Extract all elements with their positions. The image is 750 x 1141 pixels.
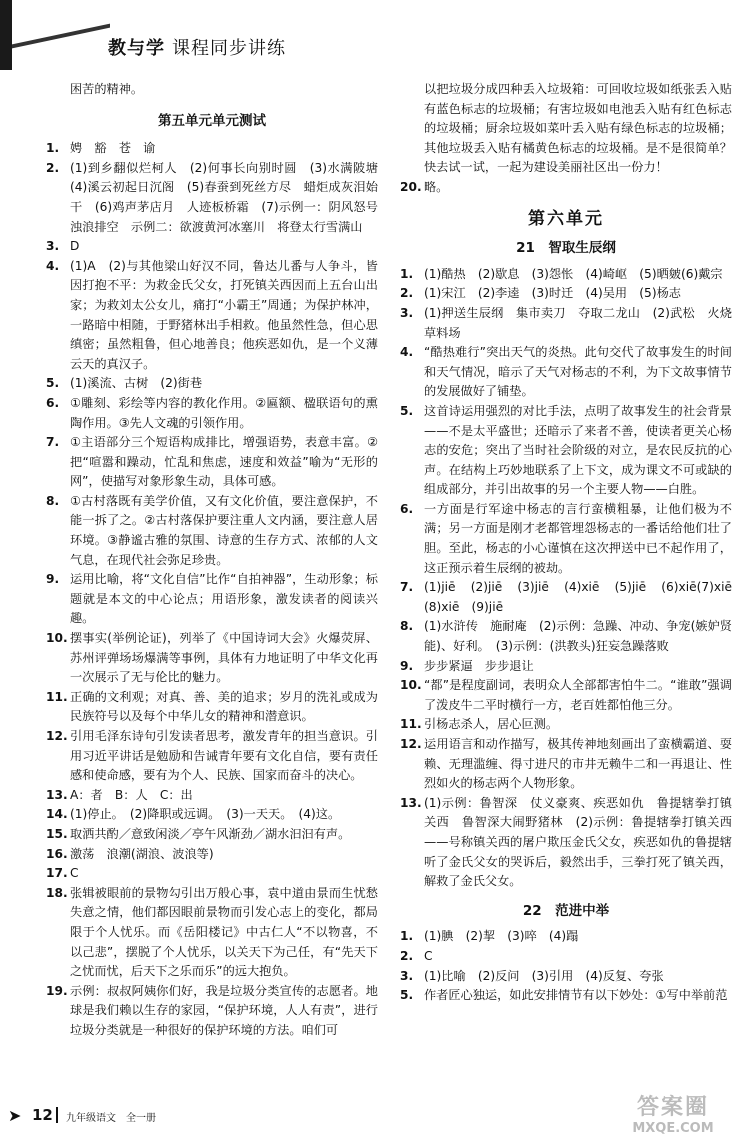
answer-item [46, 139, 378, 159]
answer-number: 2. [400, 948, 414, 963]
answer-item [400, 967, 732, 987]
arrow-icon: ➤ [8, 1106, 22, 1125]
answer-number: 12. [400, 737, 422, 751]
answer-text: “酷热难行”突出天气的炎热。此句交代了故事发生的时间和天气情况，暗示了天气对杨志的不利，为下文故事情节的发展做好了铺垫。 [424, 345, 732, 399]
answer-item [46, 688, 378, 727]
page-header [0, 0, 750, 70]
answer-number: 19. [46, 983, 68, 998]
right-column [400, 80, 745, 1006]
answer-item [400, 284, 732, 304]
answer-number: 8. [46, 493, 60, 508]
answer-text: 娉 豁 苍 谕 [70, 141, 156, 156]
watermark-logo [610, 1090, 736, 1136]
page-number: 12 [32, 1106, 53, 1124]
answer-item [46, 805, 378, 825]
answer-item [400, 343, 732, 402]
answer-number: 15. [46, 826, 68, 841]
answer-number: 18. [46, 885, 68, 900]
answer-number: 16. [46, 846, 68, 861]
answer-number: 1. [46, 141, 60, 156]
answer-number: 7. [46, 435, 60, 450]
answer-number: 11. [46, 689, 68, 704]
answer-number: 6. [46, 395, 60, 410]
answer-item [46, 727, 378, 786]
answer-text: ①古村落既有美学价值，又有文化价值，要注意保护，不能一拆了之。②古村落保护要注重人文内涵，要注意人居环境。③静谧古雅的氛围、诗意的生存方式、浓郁的人文气息，在现代社会弥足珍贵。 [70, 493, 378, 567]
answer-item [400, 676, 732, 715]
answer-text: 这首诗运用强烈的对比手法，点明了故事发生的社会背景——不是太平盛世；还暗示了来者不善，使读者更关心杨志的安危；突出了当时社会阶级的对立，是农民反抗的心声。在结构上巧妙地联系了上下文，成为课文不可或缺的组成部分，并引出故事的另一个主要人物——白胜。 [424, 403, 732, 497]
answer-text: 略。 [424, 179, 449, 194]
answer-text: (1)到乡翻似烂柯人 (2)何事长向别时圆 (3)水满陂塘 (4)溪云初起日沉阁 (5)春蚕到死丝方尽 蜡炬成灰泪始干 (6)鸡声茅店月 人迹板桥霜 (7)示例一：阴风怒号 浊浪排空 示例二：欲渡黄河冰塞川 将登太行雪满山 [70, 160, 391, 234]
answer-item [400, 986, 732, 1006]
header-logo: 教与学 [108, 38, 165, 59]
header-series-title: 课程同步讲练 [172, 38, 286, 59]
answer-number: 1. [400, 929, 414, 944]
answer-text: (1)示例：鲁智深 仗义豪爽、疾恶如仇 鲁提辖拳打镇关西 鲁智深大闹野猪林 (2)示例：鲁提辖拳打镇关西——号称镇关西的屠户欺压金氏父女，疾恶如仇的鲁提辖听了金氏父女的哭诉后，毅然出手，三拳打死了镇关西，解救了金氏父女。 [424, 795, 732, 889]
book-title: 九年级语文 全一册 [66, 1113, 156, 1124]
answer-item [46, 786, 378, 806]
answer-text: 摆事实(举例论证)，列举了《中国诗词大会》火爆荧屏、苏州评弹场场爆满等事例，具体有力地证明了中华文化再一次展示了无与伦比的魅力。 [70, 631, 378, 685]
answer-text: (1)A (2)与其他梁山好汉不同，鲁达儿番与人争斗，皆因打抱不平：为救金氏父女，打死镇关西因而上五台山出家；为救刘太公女儿，痛打“小霸王”周通；为保护林冲，一路暗中相随，于野猪林出手相救。他虽然性急，但心思缜密；虽然粗鲁，但心地善良；他疾恶如仇，是一个义薄云天的真汉子。 [70, 258, 378, 371]
answer-number: 11. [400, 717, 422, 732]
answer-text: D [70, 239, 80, 254]
answer-item [46, 570, 378, 629]
answer-text: 激荡 浪潮(湖浪、波浪等) [70, 846, 214, 861]
unit6-title: 第六单元 [528, 208, 604, 229]
answer-text: C [70, 866, 79, 881]
answer-item [46, 159, 391, 237]
answer-number: 5. [46, 376, 60, 391]
answer-text: (1)溪流、古树 (2)街巷 [70, 376, 203, 391]
answer-number: 12. [46, 729, 68, 743]
answer-number: 3. [46, 239, 60, 254]
answer-number: 8. [400, 619, 414, 634]
answer-text: 引杨志杀人，居心叵测。 [424, 717, 559, 732]
answer-text: 正确的文利观；对真、善、美的追求；岁月的洗礼或成为民族符号以及每个中华儿女的精神和潜意识。 [70, 689, 378, 724]
answer-item [400, 304, 732, 343]
answer-text: (1)停止。 (2)降职或远调。 (3)一天天。 (4)这。 [70, 807, 341, 822]
answer-number: 5. [400, 403, 414, 418]
unit5-answer-list [46, 139, 391, 1040]
answer-item [400, 265, 732, 285]
answer-item [46, 394, 378, 433]
answer-item [46, 374, 378, 394]
answer-number: 13. [400, 795, 422, 810]
answer-text: (1)比喻 (2)反问 (3)引用 (4)反复、夸张 [424, 968, 664, 983]
answer-item [46, 845, 378, 865]
answer-item-20 [400, 178, 732, 198]
lesson22-answer-list [400, 927, 732, 1005]
answer-item [400, 794, 732, 892]
answer-item [46, 864, 378, 884]
answer-number: 4. [46, 258, 60, 273]
answer-number: 4. [400, 345, 414, 360]
answer-item [400, 617, 732, 656]
footer-divider [56, 1107, 58, 1123]
answer-text: C [424, 948, 433, 963]
answer-item [400, 402, 732, 500]
answer-number: 5. [400, 988, 414, 1003]
answer-text: 步步紧逼 步步退让 [424, 658, 534, 673]
left-intro-text: 困苦的精神。 [70, 82, 144, 96]
right-continued-text: 以把垃圾分成四种丢入垃圾箱：可回收垃圾如纸张丢入贴有蓝色标志的垃圾桶；有害垃圾如电池丢入贴有红色标志的垃圾桶；厨余垃圾如菜叶丢入贴有绿色标志的垃圾桶；其他垃圾丢入贴有橘黄色标志的垃圾桶。是不是很简单？快去试一试，一起为建设美丽社区出一份力！ [424, 82, 732, 175]
answer-item [46, 433, 378, 492]
watermark-text: 答案圈 [636, 1095, 709, 1120]
answer-number: 3. [400, 305, 414, 320]
answer-text: ①主语部分三个短语构成排比，增强语势，表意丰富。②把“喧嚣和躁动，忙乱和焦虑，速度和效益”喻为“无形的网”，使描写对象形象生动，具体可感。 [70, 435, 378, 489]
answer-text: A：者 B：人 C：出 [70, 787, 193, 802]
answer-item [400, 500, 732, 578]
answer-number: 7. [400, 580, 414, 595]
answer-number: 10. [46, 631, 68, 646]
answer-number: 14. [46, 807, 68, 822]
answer-item [400, 947, 732, 967]
answer-number: 9. [400, 658, 414, 673]
lesson21-answer-list [400, 265, 745, 892]
answer-item [46, 982, 378, 1041]
answer-number: 10. [400, 678, 422, 693]
answer-number: 1. [400, 266, 414, 281]
answer-number: 6. [400, 501, 414, 516]
answer-text: 示例：叔叔阿姨你们好，我是垃圾分类宣传的志愿者。地球是我们赖以生存的家园，“保护环境，人人有责”，进行垃圾分类就是一种很好的保护环境的方法。咱们可 [70, 983, 378, 1037]
answer-item [46, 257, 378, 375]
answer-text: (1)jiē (2)jiē (3)jiē (4)xiē (5)jiē (6)xiē(7)xiē (8)xiē (9)jiē [424, 580, 745, 614]
lesson22-title: 22 范进中举 [522, 902, 610, 919]
left-column [46, 80, 391, 1041]
answer-item [400, 735, 732, 794]
answer-number: 2. [400, 286, 414, 301]
answer-number: 2. [46, 160, 60, 175]
header-stripe-decoration [12, 24, 110, 49]
answer-item [400, 578, 745, 617]
answer-text: 运用比喻，将“文化自信”比作“自拍神器”，生动形象；标题就是本文的中心论点；用语形象，激发读者的阅读兴趣。 [70, 572, 378, 626]
answer-number: 20. [400, 179, 422, 194]
answer-text: (1)押送生辰纲 集市卖刀 夺取二龙山 (2)武松 火烧草料场 [424, 305, 732, 340]
answer-text: (1)腆 (2)挈 (3)啐 (4)蹋 [424, 929, 579, 944]
answer-text: 运用语言和动作描写，极其传神地刻画出了蛮横霸道、耍赖、无理滥缠、得寸进尺的市井无赖牛二和一再退让、性烈如火的杨志两个人物形象。 [424, 737, 732, 791]
answer-item [46, 492, 378, 570]
answer-item [46, 237, 378, 257]
header-bar-decoration [0, 0, 12, 70]
answer-text: (1)水浒传 施耐庵 (2)示例：急躁、冲动、争宠(嫉妒贤能)、好利。 (3)示例：(洪教头)狂妄急躁落败 [424, 619, 732, 654]
lesson21-title: 21 智取生辰纲 [516, 240, 616, 257]
answer-text: 作者匠心独运，如此安排情节有以下妙处：①写中举前范 [424, 988, 728, 1003]
answer-item [400, 657, 732, 677]
answer-text: (1)酷热 (2)歇息 (3)怨怅 (4)崎岖 (5)晒皴(6)戴宗 [424, 266, 723, 281]
answer-item [46, 825, 378, 845]
answer-text: ①雕刻、彩绘等内容的教化作用。②匾额、楹联语句的熏陶作用。③先人文魂的引领作用。 [70, 395, 378, 430]
watermark-url: MXQE.COM [632, 1121, 714, 1136]
answer-text: 一方面是行军途中杨志的言行蛮横粗暴，让他们极为不满；另一方面是刚才老都管埋怨杨志的一番话给他们壮了胆。至此，杨志的小心谨慎在这次押送中已不起作用了，这正预示着生辰纲的被劫。 [424, 501, 732, 575]
answer-text: 张辑被眼前的景物勾引出万般心事，袁中道由景而生忧愁失意之情，他们都因眼前景物而引发心志上的变化，都局限于个人忧乐。而《岳阳楼记》中古仁人“不以物喜，不以己悲”，摆脱了个人忧乐，以关天下为己任，有“先天下之忧而忧，后天下之乐而乐”的远大抱负。 [70, 885, 378, 979]
answer-text: (1)宋江 (2)李逵 (3)时迁 (4)吴用 (5)杨志 [424, 286, 681, 301]
answer-text: 取洒共酌／意致闲淡／亭午风渐劲／湖水汩汩有声。 [70, 826, 351, 841]
answer-number: 13. [46, 787, 68, 802]
answer-number: 9. [46, 572, 60, 587]
answer-item [46, 629, 378, 688]
answer-number: 3. [400, 968, 414, 983]
answer-item [400, 927, 732, 947]
answer-text: 引用毛泽东诗句引发读者思考，激发青年的担当意识。引用习近平讲话是勉励和告诫青年要有文化自信，要有责任感和使命感，要有为个人、民族、国家而奋斗的决心。 [70, 729, 378, 783]
answer-number: 17. [46, 866, 68, 881]
answer-text: “都”是程度副词，表明众人全部都害怕牛二。“谁敢”强调了泼皮牛二平时横行一方，老百姓都怕他三分。 [424, 678, 732, 712]
answer-item [400, 715, 732, 735]
unit5-test-title: 第五单元单元测试 [158, 112, 266, 129]
answer-item [46, 884, 378, 982]
